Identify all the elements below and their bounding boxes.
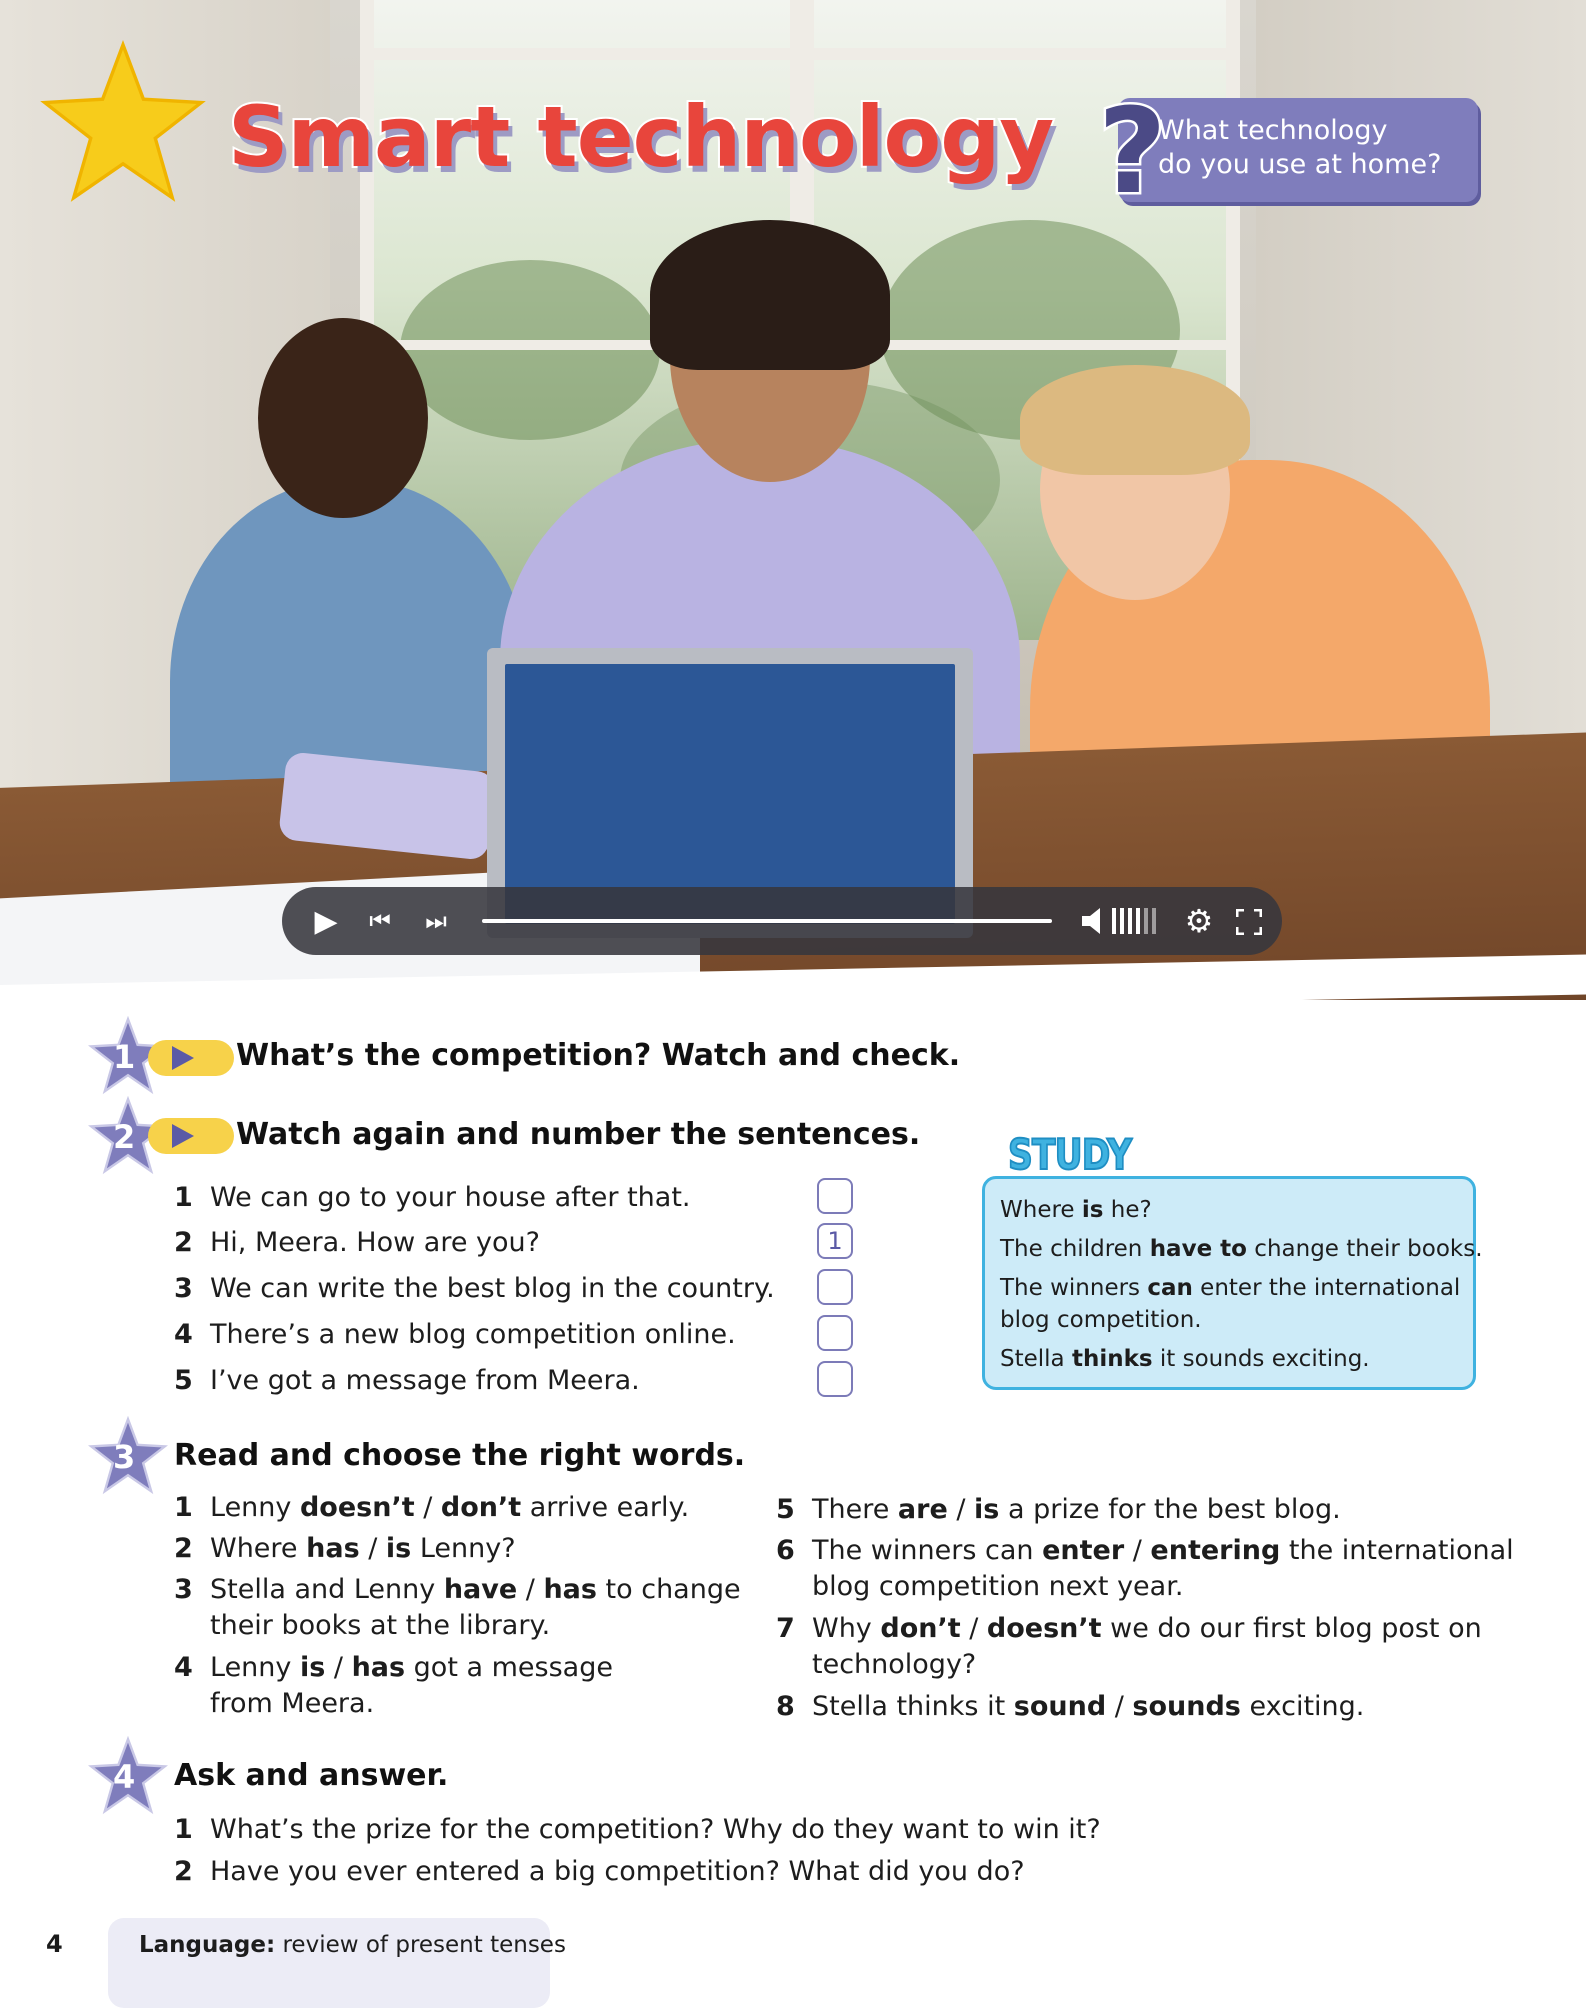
settings-gear-icon[interactable]: ⚙ (1184, 902, 1214, 940)
choice-b[interactable]: sounds (1132, 1691, 1241, 1722)
exercise-3-item-8: 8 Stella thinks it sound / sounds exciting. (776, 1691, 1365, 1722)
next-button[interactable]: ⏭ (425, 907, 447, 935)
star-icon (38, 38, 208, 208)
study-title: STUDY (1008, 1130, 1132, 1179)
answer-box-4[interactable] (817, 1315, 853, 1351)
fullscreen-icon[interactable] (1236, 909, 1262, 935)
exercise-4-number: 4 (113, 1758, 136, 1796)
choice-b[interactable]: is (974, 1494, 1000, 1525)
exercise-2-item-3: 3 We can write the best blog in the country. (174, 1273, 775, 1304)
exercise-3-item-2: 2 Where has / is Lenny? (174, 1533, 516, 1564)
exercise-2-item-1: 1 We can go to your house after that. (174, 1182, 691, 1213)
choice-b[interactable]: is (385, 1533, 412, 1564)
answer-box-3[interactable] (817, 1269, 853, 1305)
study-line-3: The winners can enter the international (1000, 1275, 1461, 1301)
play-button[interactable]: ▶ (314, 903, 338, 939)
exercise-3-item-7: 7 Why don’t / doesn’t we do our first blog post on technology? (776, 1613, 1482, 1680)
study-line-4: Stella thinks it sounds exciting. (1000, 1346, 1370, 1372)
exercise-4-heading: Ask and answer. (174, 1758, 449, 1793)
previous-button[interactable]: ⏮ (369, 907, 391, 935)
choice-b[interactable]: has (351, 1652, 406, 1683)
choice-a[interactable]: is (299, 1652, 326, 1683)
exercise-4-item-1: 1 What’s the prize for the competition? Why do they want to win it? (174, 1814, 1101, 1845)
study-line-2: The children have to change their books. (1000, 1236, 1483, 1262)
choice-a[interactable]: are (897, 1494, 948, 1525)
exercise-3-heading: Read and choose the right words. (174, 1438, 746, 1473)
choice-a[interactable]: doesn’t (299, 1492, 415, 1523)
exercise-4-item-2: 2 Have you ever entered a big competition? What did you do? (174, 1856, 1025, 1887)
exercise-2-play-icon[interactable] (172, 1124, 194, 1148)
answer-box-5[interactable] (817, 1361, 853, 1397)
choice-a[interactable]: sound (1013, 1691, 1107, 1722)
video-progress-track[interactable] (482, 919, 1052, 923)
exercise-2-number: 2 (113, 1118, 136, 1156)
exercise-3-item-6: 6 The winners can enter / entering the international blog competition next year. (776, 1535, 1514, 1602)
choice-b[interactable]: entering (1150, 1535, 1281, 1566)
answer-box-1[interactable] (817, 1178, 853, 1214)
answer-box-2[interactable]: 1 (817, 1223, 853, 1259)
boy-head (258, 318, 428, 518)
page-title: Smart technology (228, 88, 1054, 186)
exercise-3-item-4: 4 Lenny is / has got a message from Meera. (174, 1652, 613, 1719)
choice-a[interactable]: enter (1042, 1535, 1125, 1566)
language-footer-text: Language: review of present tenses (139, 1932, 566, 1958)
exercise-1-heading: What’s the competition? Watch and check. (236, 1038, 961, 1073)
exercise-1-number: 1 (113, 1038, 136, 1076)
choice-a[interactable]: have (443, 1574, 518, 1605)
exercise-3-item-1: 1 Lenny doesn’t / don’t arrive early. (174, 1492, 690, 1523)
volume-icon[interactable] (1082, 907, 1156, 935)
page-number: 4 (46, 1930, 63, 1958)
study-line-1: Where is he? (1000, 1197, 1152, 1223)
exercise-1-play-icon[interactable] (172, 1046, 194, 1070)
exercise-2-heading: Watch again and number the sentences. (236, 1117, 921, 1152)
study-line-3b: blog competition. (1000, 1307, 1202, 1333)
choice-b[interactable]: don’t (440, 1492, 522, 1523)
exercise-3-item-5: 5 There are / is a prize for the best blog. (776, 1494, 1341, 1525)
choice-a[interactable]: has (306, 1533, 360, 1564)
exercise-2-item-2: 2 Hi, Meera. How are you? (174, 1227, 540, 1258)
speaker-icon (1082, 907, 1108, 935)
choice-b[interactable]: has (543, 1574, 597, 1605)
exercise-2-item-5: 5 I’ve got a message from Meera. (174, 1365, 640, 1396)
choice-a[interactable]: don’t (880, 1613, 961, 1644)
exercise-3-item-3: 3 Stella and Lenny have / has to change their books at the library. (174, 1574, 741, 1641)
question-text: What technology do you use at home? (1158, 115, 1442, 180)
question-mark-icon: ? (1098, 82, 1167, 220)
choice-b[interactable]: doesn’t (986, 1613, 1102, 1644)
exercise-2-item-4: 4 There’s a new blog competition online. (174, 1319, 736, 1350)
exercise-3-number: 3 (113, 1438, 136, 1476)
